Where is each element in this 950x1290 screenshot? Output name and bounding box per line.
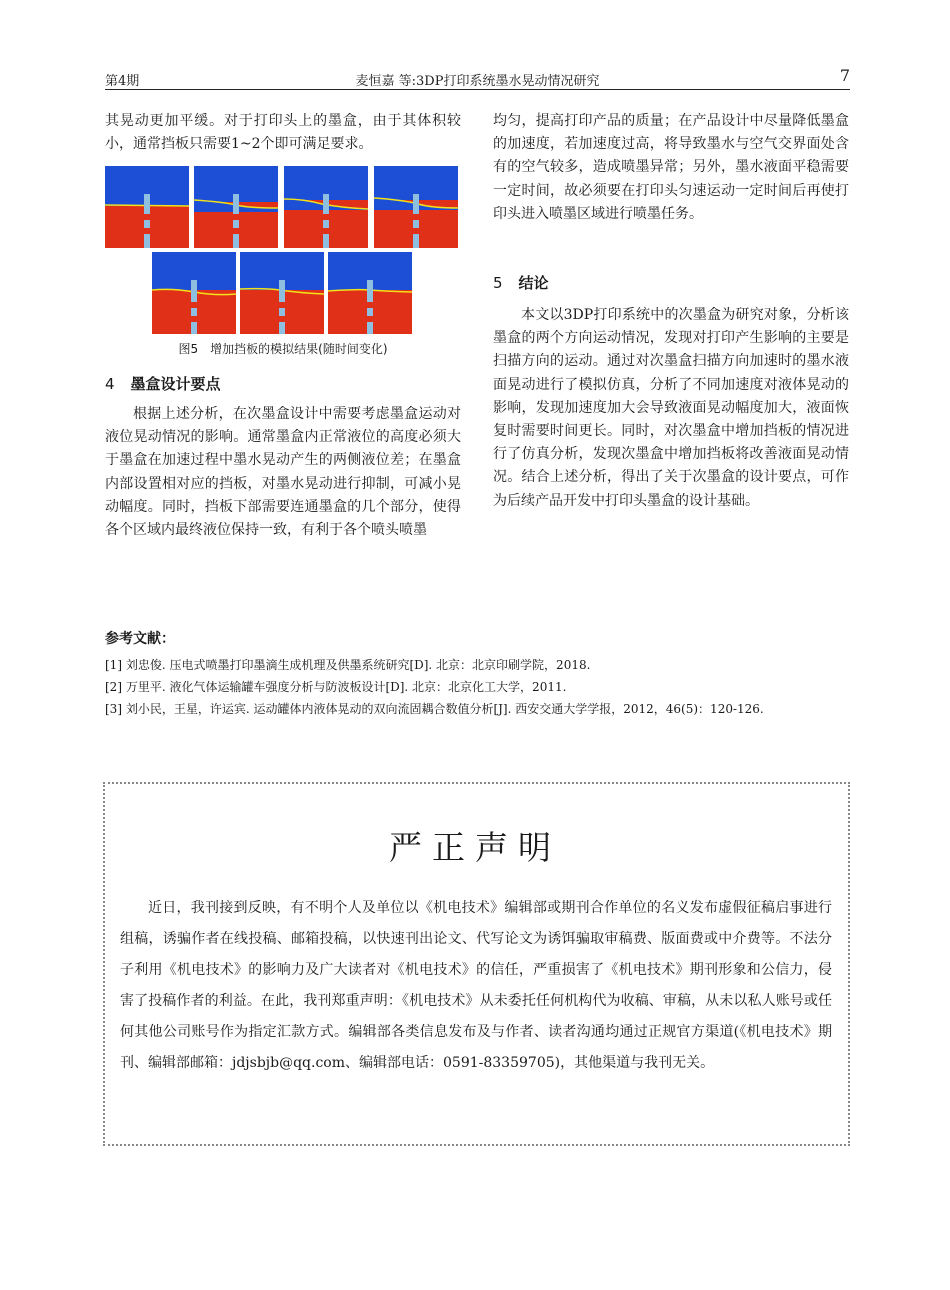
sim-panel-1 — [105, 166, 189, 248]
section-4-body — [105, 403, 461, 542]
reference-item: [1] 刘忠俊. 压电式喷墨打印墨滴生成机理及供墨系统研究[D]. 北京：北京印刷学院，2018. — [105, 658, 591, 672]
sim-panel-6 — [240, 252, 324, 334]
section-5-title: 结论 — [518, 274, 549, 292]
reference-item: [2] 万里平. 液化气体运输罐车强度分析与防波板设计[D]. 北京：北京化工大学，2011. — [105, 680, 567, 694]
sim-panel-7 — [328, 252, 412, 334]
references-heading: 参考文献： — [105, 631, 175, 647]
section-4-heading — [105, 373, 221, 394]
running-title: 麦恒嘉 等:3DP打印系统墨水晃动情况研究 — [355, 74, 600, 89]
left-intro-paragraph — [105, 110, 461, 156]
sim-panel-3 — [284, 166, 368, 248]
section-4-paragraph: 根据上述分析，在次墨盒设计中需要考虑墨盒运动对液位晃动情况的影响。通常墨盒内正常液位的高度必须大于墨盒在加速过程中墨水晃动产生的两侧液位差；在墨盒内部设置相对应的挡板，对墨水晃动进行抑制，可减小晃动幅度。同时，挡板下部需要连通墨盒的几个部分，使得各个区域内最终液位保持一致，有利于各个喷头喷墨 — [105, 406, 461, 539]
running-header — [105, 68, 850, 90]
sim-panel-5 — [152, 252, 236, 334]
section-5-heading — [493, 272, 549, 293]
sim-panel-2 — [194, 166, 278, 248]
section-5-paragraph: 本文以3DP打印系统中的次墨盒为研究对象，分析该墨盒的两个方向运动情况，发现对打印产生影响的主要是扫描方向的运动。通过对次墨盒扫描方向加速时的墨水液面晃动进行了模拟仿真，分析了不同加速度对液体晃动的影响，发现加速度加大会导致液面晃动幅度加大，液面恢复时需要时间更长。同时，对次墨盒中增加挡板的情况进行了仿真分析，发现次墨盒中增加挡板将改善液面晃动情况。结合上述分析，得出了关于次墨盒的设计要点，可作为后续产品开发中打印头墨盒的设计基础。 — [493, 307, 849, 509]
intro-text: 其晃动更加平缓。对于打印头上的墨盒，由于其体积较小，通常挡板只需要1~2个即可满足要求。 — [105, 113, 461, 153]
section-5-number: 5 — [493, 274, 503, 292]
notice-title: 严正声明 — [389, 828, 561, 867]
references-list — [105, 654, 850, 720]
issue-number: 第4期 — [105, 74, 140, 89]
right-continued-body — [493, 110, 849, 226]
reference-item: [3] 刘小民，王星，许运宾. 运动罐体内液体晃动的双向流固耦合数值分析[J]. 西安交通大学学报，2012，46(5)：120-126. — [105, 702, 764, 716]
continued-paragraph: 均匀，提高打印产品的质量；在产品设计中尽量降低墨盒的加速度，若加速度过高，将导致墨水与空气交界面处含有的空气较多，造成喷墨异常；另外，墨水液面平稳需要一定时间，故必须要在打印头匀速运动一定时间后再使打印头进入喷墨区域进行喷墨任务。 — [493, 113, 849, 222]
section-5-body — [493, 304, 849, 513]
page-number: 7 — [839, 66, 850, 85]
notice-body: 近日，我刊接到反映，有不明个人及单位以《机电技术》编辑部或期刊合作单位的名义发布虚假征稿启事进行组稿，诱骗作者在线投稿、邮箱投稿，以快速刊出论文、代写论文为诱饵骗取审稿费、版面费或中介费等。不法分子利用《机电技术》的影响力及广大读者对《机电技术》的信任，严重损害了《机电技术》期刊形象和公信力，侵害了投稿作者的利益。在此，我刊郑重声明：《机电技术》从未委托任何机构代为收稿、审稿，从未以私人账号或任何其他公司账号作为指定汇款方式。编辑部各类信息发布及与作者、读者沟通均通过正规官方渠道(《机电技术》期刊、编辑部邮箱：jdjsbjb@qq.com、编辑部电话：0591-83359705)，其他渠道与我刊无关。 — [120, 900, 832, 1071]
section-4-number: 4 — [105, 375, 115, 393]
sim-panel-4 — [374, 166, 458, 248]
section-4-title: 墨盒设计要点 — [130, 375, 221, 393]
figure-caption: 图5 增加挡板的模拟结果(随时间变化) — [178, 342, 388, 356]
